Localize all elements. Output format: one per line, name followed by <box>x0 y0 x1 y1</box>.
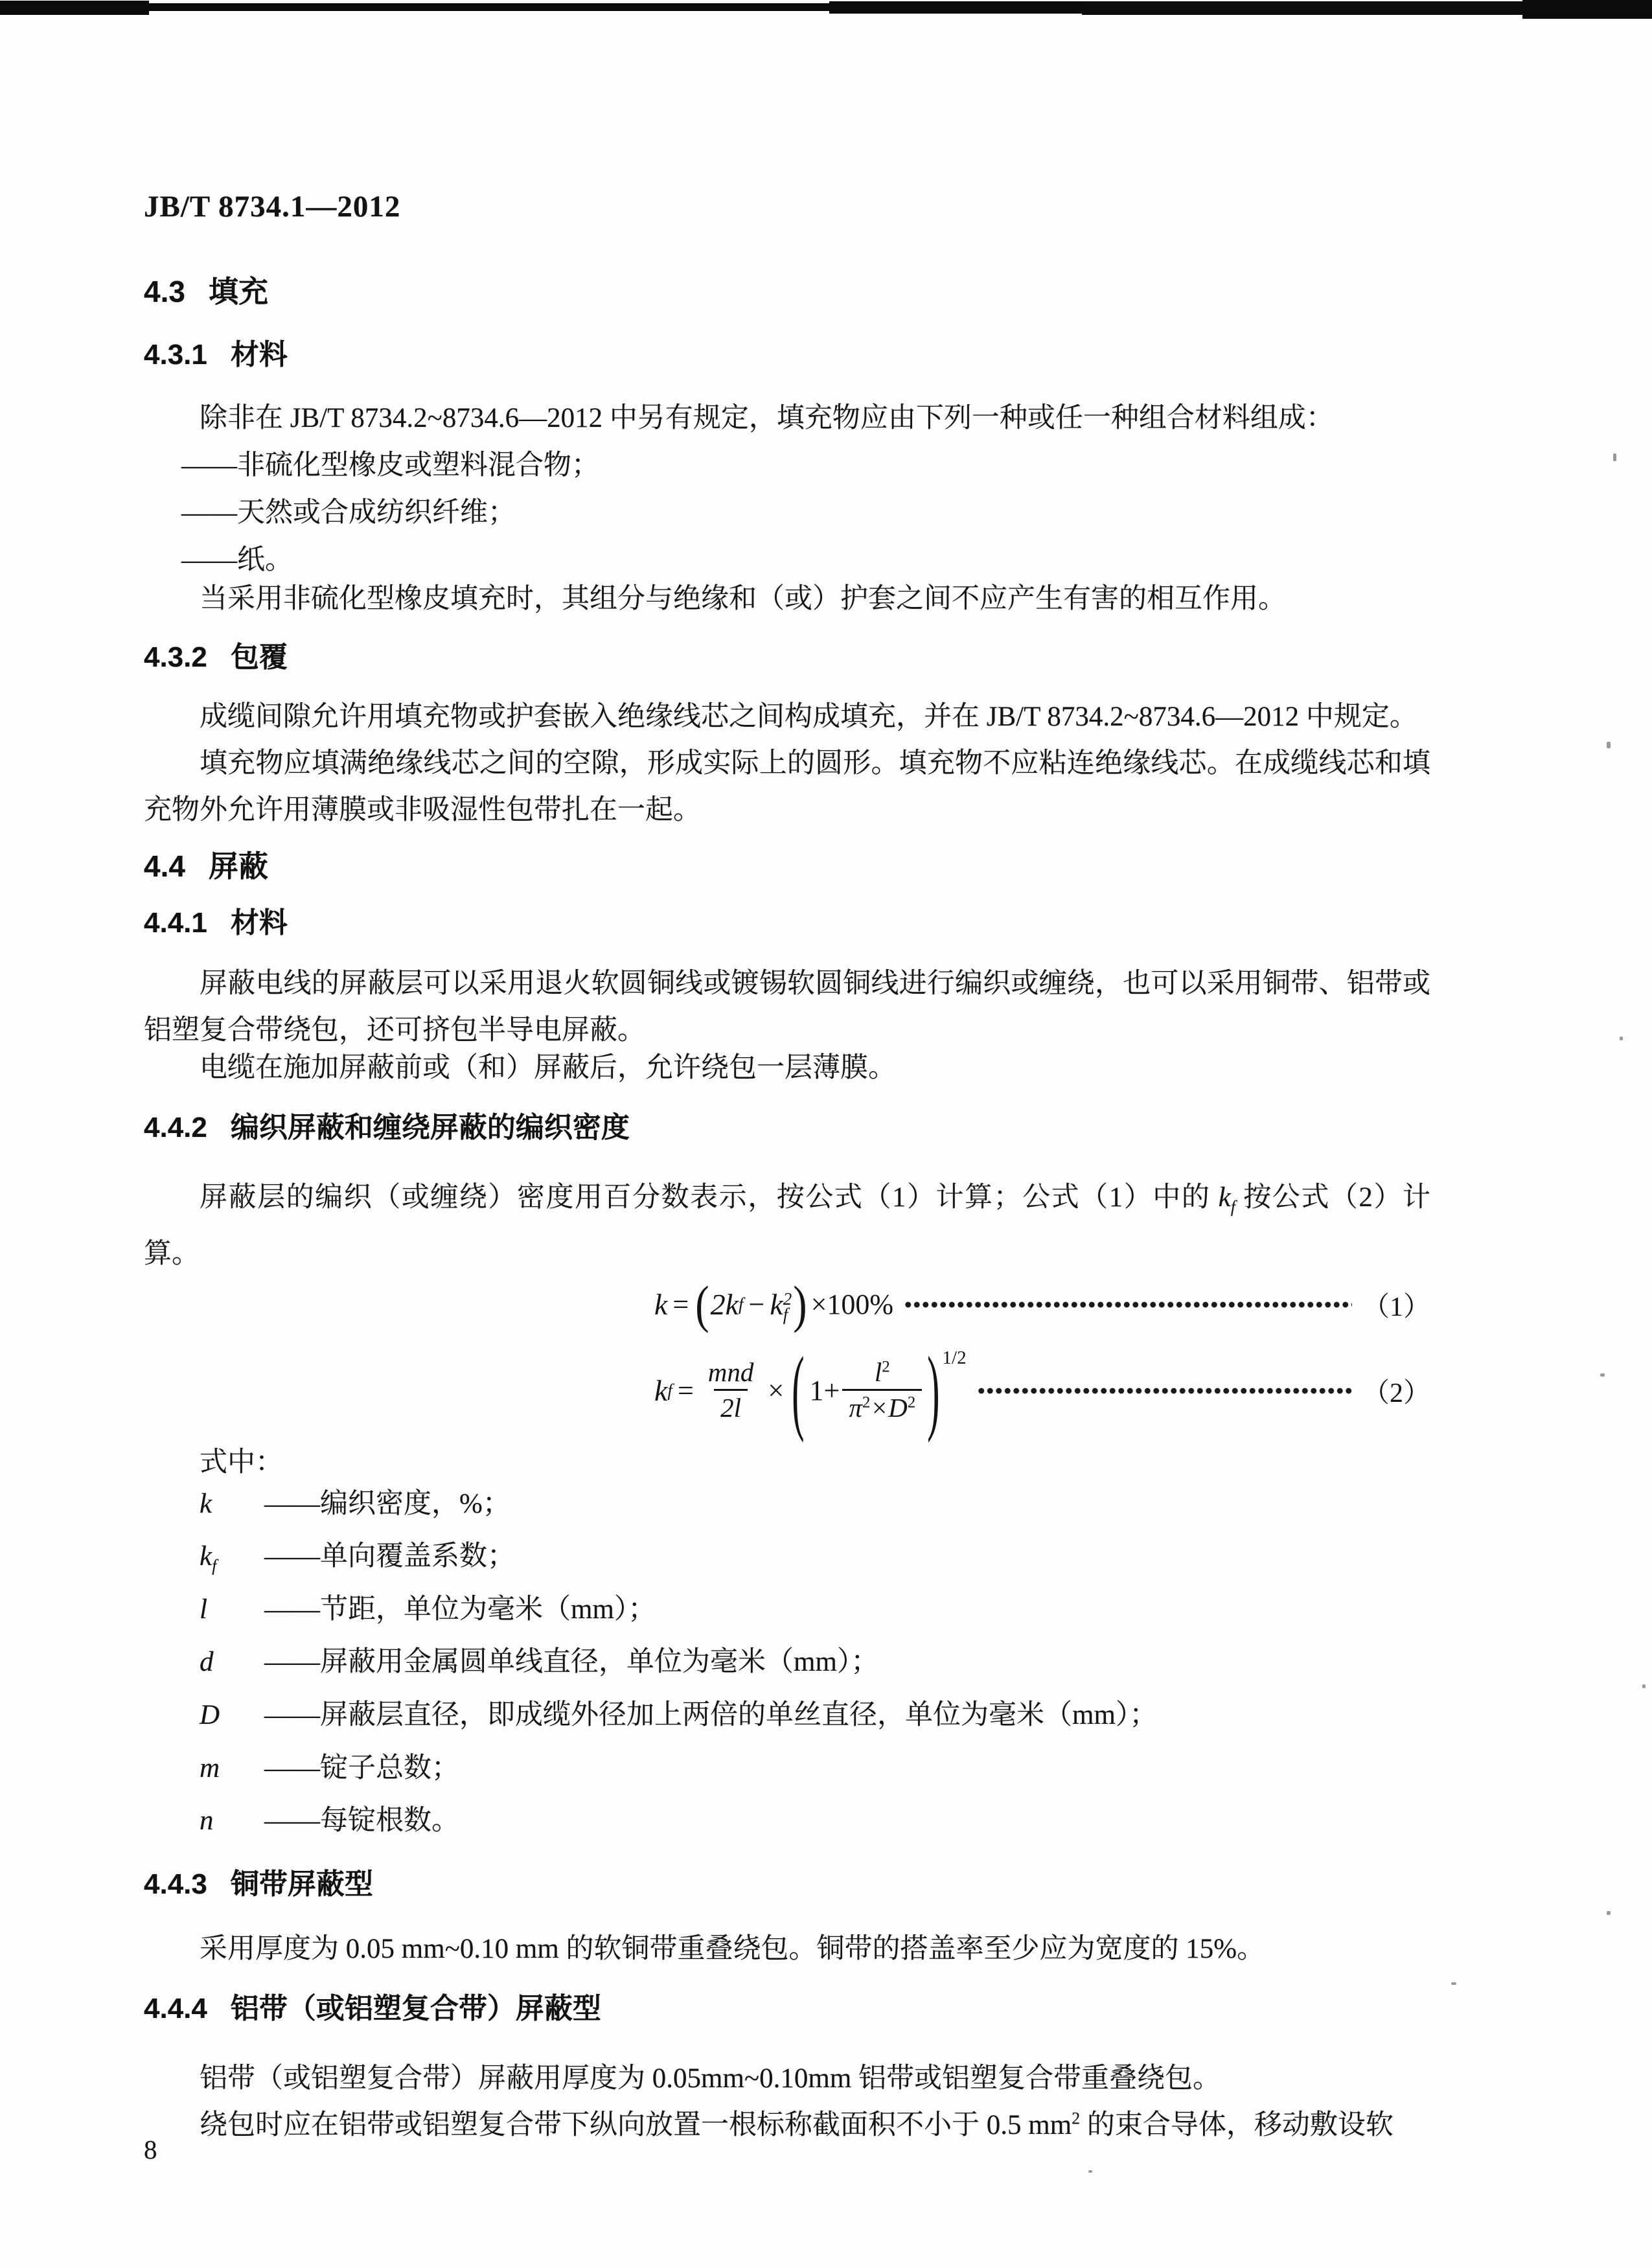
section-title: 包覆 <box>230 641 288 673</box>
scan-speck <box>1620 1037 1623 1040</box>
symbol: D <box>200 1699 220 1730</box>
scan-speck <box>1600 1373 1605 1377</box>
paragraph <box>144 1174 1430 1277</box>
fraction-denominator <box>842 1389 922 1423</box>
section-4-3-1-heading <box>144 338 1430 372</box>
definition-symbol <box>200 1535 264 1588</box>
minus-sign: − <box>748 1289 765 1321</box>
section-4-3-2-heading <box>144 641 1430 674</box>
scan-artifact-top <box>0 0 1652 23</box>
definition-symbol <box>200 1640 264 1693</box>
section-number: 4.4.1 <box>144 907 207 939</box>
fraction-denominator: 2l <box>714 1389 748 1423</box>
symbol-D: D <box>888 1393 908 1423</box>
definition-row <box>144 1482 1430 1535</box>
definition-row <box>144 1799 1430 1852</box>
section-4-4-2-heading <box>144 1111 1430 1145</box>
symbol: m <box>200 1752 220 1783</box>
symbol-subscript: f <box>212 1556 217 1575</box>
section-4-4-heading <box>144 849 1430 883</box>
definition-row <box>144 1640 1430 1693</box>
formula-2-label: （2） <box>1362 1378 1430 1408</box>
definition-text: ——编织密度，%； <box>264 1488 511 1519</box>
scan-artifact-right-inner <box>1082 1 1535 15</box>
scan-speck <box>1607 1911 1611 1915</box>
paragraph: 铝带（或铝塑复合带）屏蔽用厚度为 0.05mm~0.10mm 铝带或铝塑复合带重叠绕包。 <box>200 2063 1221 2094</box>
section-4-4-4-heading <box>144 1992 1430 2026</box>
paragraph-text: 按公式（2）计算。 <box>144 1182 1431 1269</box>
page-number: 8 <box>144 2135 157 2164</box>
fraction-l2-pi2D2 <box>842 1358 922 1423</box>
scan-artifact-left <box>0 1 149 15</box>
subscript-f: f <box>667 1380 672 1401</box>
paragraph: 电缆在施加屏蔽前或（和）屏蔽后，允许绕包一层薄膜。 <box>200 1053 896 1083</box>
section-4-4-3-heading <box>144 1868 1430 1901</box>
definition-row <box>144 1693 1430 1747</box>
definition-symbol <box>200 1693 264 1747</box>
section-number: 4.3.2 <box>144 641 207 673</box>
scan-speck <box>1607 742 1611 748</box>
one-plus: 1+ <box>809 1375 840 1407</box>
section-title: 填充 <box>208 275 268 308</box>
sup-sub-stack <box>783 1291 792 1322</box>
formula-2-lhs: k <box>654 1374 668 1408</box>
scan-speck <box>1088 2170 1092 2173</box>
subscript-f: f <box>783 1304 788 1324</box>
symbol-k: k <box>1218 1182 1231 1213</box>
section-4-3-heading <box>144 275 1430 308</box>
section-title: 编织屏蔽和缠绕屏蔽的编织密度 <box>230 1112 630 1143</box>
definition-text: ——屏蔽层直径，即成缆外径加上两倍的单丝直径，单位为毫米（mm）； <box>264 1699 1158 1730</box>
superscript-2: 2 <box>862 1393 871 1412</box>
subscript-f: f <box>738 1294 744 1314</box>
times-100-percent: ×100% <box>810 1289 894 1321</box>
definition-symbol <box>200 1588 264 1641</box>
paragraph <box>144 2102 1430 2149</box>
formula-1: k = ( 2k f − k 2 f ) ×100% （1） <box>654 1275 1430 1333</box>
symbol: k <box>200 1488 212 1519</box>
times-sign: × <box>768 1375 785 1407</box>
section-number: 4.4.4 <box>144 1992 207 2024</box>
section-title: 铝带（或铝塑复合带）屏蔽型 <box>230 1992 601 2024</box>
definition-row <box>144 1588 1430 1641</box>
paragraph-text: 的束合导体，移动敷设软 <box>1080 2109 1394 2140</box>
definition-text: ——每锭根数。 <box>264 1805 459 1837</box>
equals-sign: = <box>672 1289 689 1321</box>
formula-1-label: （1） <box>1362 1292 1430 1322</box>
definition-symbol <box>200 1482 264 1535</box>
list-item: ——非硫化型橡皮或塑料混合物； <box>181 450 599 481</box>
definition-text: ——屏蔽用金属圆单线直径，单位为毫米（mm）； <box>264 1647 879 1678</box>
section-4-4-1-heading <box>144 906 1430 940</box>
scan-speck <box>1451 1982 1456 1985</box>
paragraph: 当采用非硫化型橡皮填充时，其组分与绝缘和（或）护套之间不应产生有害的相互作用。 <box>200 584 1286 614</box>
definition-row <box>144 1535 1430 1588</box>
times-sign: × <box>870 1393 889 1423</box>
fraction-mnd-2l <box>702 1358 761 1423</box>
equals-sign: = <box>677 1375 694 1407</box>
superscript-2: 2 <box>907 1393 916 1412</box>
superscript-2: 2 <box>783 1289 792 1309</box>
fraction-numerator: mnd <box>707 1357 754 1388</box>
symbol: d <box>200 1647 214 1678</box>
section-number: 4.4.2 <box>144 1112 207 1143</box>
fraction-numerator <box>868 1358 897 1389</box>
superscript-2: 2 <box>882 1358 890 1376</box>
definition-text: ——单向覆盖系数； <box>264 1541 515 1572</box>
dotted-leader <box>904 1301 1352 1309</box>
section-number: 4.4.3 <box>144 1868 207 1900</box>
definition-symbol <box>200 1799 264 1852</box>
symbol-k-subscript: f <box>1230 1197 1235 1217</box>
formula-term: k <box>770 1288 783 1322</box>
symbol: n <box>200 1805 214 1837</box>
page-content <box>144 189 1430 2149</box>
where-label: 式中： <box>200 1447 283 1478</box>
superscript-2: 2 <box>1072 2109 1081 2128</box>
definition-text: ——节距，单位为毫米（mm）； <box>264 1594 656 1625</box>
paragraph: 除非在 JB/T 8734.2~8734.6—2012 中另有规定，填充物应由下列一种或任一种组合材料组成： <box>200 403 1334 433</box>
paragraph: 屏蔽电线的屏蔽层可以采用退火软圆铜线或镀锡软圆铜线进行编织或缠绕，也可以采用铜带、铝带或铝塑复合带绕包，还可挤包半导电屏蔽。 <box>144 968 1430 1046</box>
symbol: l <box>200 1594 207 1625</box>
section-number: 4.3.1 <box>144 339 207 371</box>
formula-term: 2k <box>710 1288 739 1322</box>
scan-speck <box>1613 453 1616 461</box>
document-number: JB/T 8734.1—2012 <box>144 190 401 223</box>
paragraph-text: 绕包时应在铝带或铝塑复合带下纵向放置一根标称截面积不小于 0.5 mm <box>200 2109 1072 2140</box>
definition-symbol <box>200 1747 264 1800</box>
section-title: 材料 <box>230 907 288 939</box>
section-title: 铜带屏蔽型 <box>230 1868 373 1900</box>
section-title: 材料 <box>230 339 288 371</box>
scan-speck <box>1642 1684 1646 1688</box>
symbol: k <box>200 1541 212 1572</box>
paragraph: 填充物应填满绝缘线芯之间的空隙，形成实际上的圆形。填充物不应粘连绝缘线芯。在成缆线芯和填充物外允许用薄膜或非吸湿性包带扎在一起。 <box>144 748 1430 825</box>
exponent-one-half: 1/2 <box>942 1347 967 1368</box>
section-number: 4.3 <box>144 275 185 308</box>
symbol-l: l <box>874 1357 882 1388</box>
dotted-leader <box>977 1387 1352 1395</box>
formula-1-lhs: k <box>654 1288 668 1322</box>
definition-row <box>144 1747 1430 1800</box>
section-title: 屏蔽 <box>208 849 268 883</box>
formula-2: k f = $\frac{\text{mnd}}{2l}$ × ( 1+ $\frac{l^2}{\pi^2\times D^2}$ ) 1/2 （2） <box>654 1336 1430 1444</box>
definition-text: ——锭子总数； <box>264 1752 459 1783</box>
list-item: ——纸。 <box>181 545 293 575</box>
section-number: 4.4 <box>144 849 185 883</box>
scan-artifact-right <box>1522 0 1652 19</box>
symbol-pi: π <box>849 1393 862 1423</box>
paragraph: 成缆间隙允许用填充物或护套嵌入绝缘线芯之间构成填充，并在 JB/T 8734.2~8734.6—2012 中规定。 <box>200 702 1417 732</box>
list-item: ——天然或合成纺织纤维； <box>181 498 516 528</box>
paragraph-text: 屏蔽层的编织（或缠绕）密度用百分数表示，按公式（1）计算；公式（1）中的 <box>200 1182 1219 1213</box>
paragraph: 采用厚度为 0.05 mm~0.10 mm 的软铜带重叠绕包。铜带的搭盖率至少应为宽度的 15%。 <box>200 1933 1265 1964</box>
